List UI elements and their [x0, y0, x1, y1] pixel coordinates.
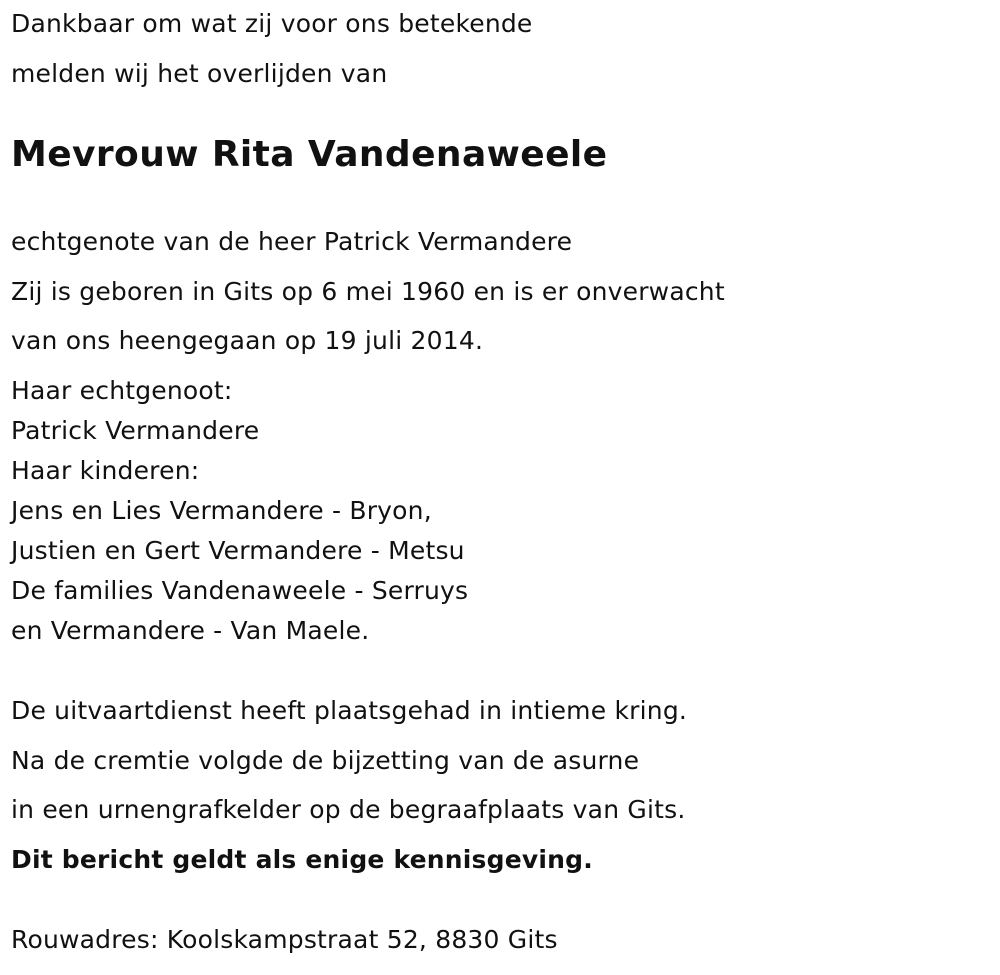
spouse-name: Patrick Vermandere — [11, 416, 260, 445]
families-line-1: De families Vandenaweele - Serruys — [11, 576, 469, 605]
families-line-2: en Vermandere - Van Maele. — [11, 616, 370, 645]
spouse-line: echtgenote van de heer Patrick Vermandere — [11, 227, 573, 256]
children-label: Haar kinderen: — [11, 456, 200, 485]
child-family-2: Justien en Gert Vermandere - Metsu — [11, 536, 465, 565]
mourning-address: Rouwadres: Koolskampstraat 52, 8830 Gits — [11, 925, 558, 954]
funeral-line-1: De uitvaartdienst heeft plaatsgehad in intieme kring. — [11, 696, 688, 725]
deceased-name: Mevrouw Rita Vandenaweele — [11, 134, 608, 175]
intro-line-2: melden wij het overlijden van — [11, 59, 388, 88]
funeral-line-3: in een urnengrafkelder op de begraafplaats van Gits. — [11, 795, 686, 824]
funeral-line-2: Na de cremtie volgde de bijzetting van de asurne — [11, 746, 640, 775]
spouse-label: Haar echtgenoot: — [11, 376, 233, 405]
intro-line-1: Dankbaar om wat zij voor ons betekende — [11, 9, 533, 38]
born-line: Zij is geboren in Gits op 6 mei 1960 en is er onverwacht — [11, 277, 725, 306]
child-family-1: Jens en Lies Vermandere - Bryon, — [11, 496, 432, 525]
notice-line: Dit bericht geldt als enige kennisgeving. — [11, 845, 593, 874]
passed-line: van ons heengegaan op 19 juli 2014. — [11, 326, 484, 355]
